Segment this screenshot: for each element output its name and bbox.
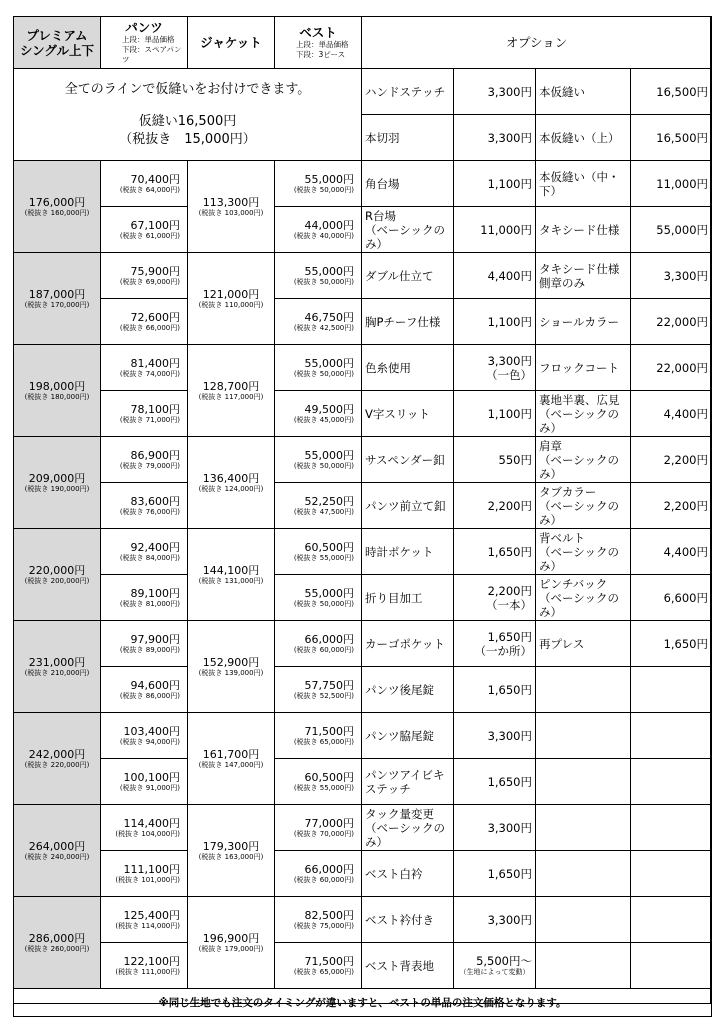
pants-price-ex-tax: (税抜き 89,000円): [119, 645, 180, 654]
jacket-price: [188, 621, 275, 713]
option-name: カーゴポケット: [362, 621, 454, 667]
option-price: 16,500円: [631, 115, 712, 161]
option-price: 11,000円: [631, 161, 712, 207]
pants-price: [101, 529, 188, 575]
tier-row: [14, 575, 712, 621]
header-vest: [275, 17, 362, 69]
suit-price-amount: 187,000円: [28, 287, 86, 301]
vest-price: [275, 851, 362, 897]
vest-price-amount: 66,000円: [304, 862, 354, 876]
header-options: [362, 17, 712, 69]
option-name: ピンチバック （ベーシックのみ）: [536, 575, 631, 621]
option-name: 本仮縫い（上）: [536, 115, 631, 161]
option-price: 3,300円: [454, 69, 536, 115]
jacket-price-ex-tax: (税抜き 124,000円): [198, 484, 264, 493]
header-premium: [14, 17, 101, 69]
option-price: [631, 713, 712, 759]
tier-row: [14, 345, 712, 391]
suit-price-ex-tax: (税抜き 220,000円): [24, 760, 90, 769]
header-vest-label: ベスト: [299, 25, 337, 40]
option-price: 1,650円: [454, 851, 536, 897]
pants-price: [101, 253, 188, 299]
option-price: 4,400円: [631, 529, 712, 575]
pants-price-amount: 67,100円: [130, 218, 180, 232]
option-price: 1,650円: [454, 667, 536, 713]
option-price: [631, 851, 712, 897]
pants-price-ex-tax: (税抜き 91,000円): [119, 783, 180, 792]
option-price: 1,650円: [631, 621, 712, 667]
option-price: [631, 667, 712, 713]
tier-row: [14, 943, 712, 989]
suit-price: [14, 897, 101, 989]
option-price: [631, 943, 712, 989]
vest-price: [275, 161, 362, 207]
vest-price: [275, 713, 362, 759]
vest-price-ex-tax: (税抜き 52,500円): [293, 691, 354, 700]
jacket-price: [188, 805, 275, 897]
suit-price-amount: 242,000円: [28, 747, 86, 761]
jacket-price-ex-tax: (税抜き 139,000円): [198, 668, 264, 677]
suit-price-ex-tax: (税抜き 160,000円): [24, 208, 90, 217]
pants-price-amount: 94,600円: [130, 678, 180, 692]
suit-price-amount: 231,000円: [28, 655, 86, 669]
option-name: 胸Pチーフ仕様: [362, 299, 454, 345]
vest-price-amount: 52,250円: [304, 494, 354, 508]
jacket-price-amount: 161,700円: [202, 747, 260, 761]
vest-price-ex-tax: (税抜き 60,000円): [293, 645, 354, 654]
vest-price: [275, 529, 362, 575]
pants-price: [101, 713, 188, 759]
vest-price-ex-tax: (税抜き 55,000円): [293, 553, 354, 562]
pants-price: [101, 851, 188, 897]
header-pants-label: パンツ: [125, 20, 163, 35]
jacket-price-ex-tax: (税抜き 131,000円): [198, 576, 264, 585]
pants-price: [101, 345, 188, 391]
option-price: 3,300円: [454, 897, 536, 943]
suit-price-amount: 264,000円: [28, 839, 86, 853]
pants-price-ex-tax: (税抜き 84,000円): [119, 553, 180, 562]
jacket-price: [188, 437, 275, 529]
vest-price-ex-tax: (税抜き 40,000円): [293, 231, 354, 240]
vest-price: [275, 759, 362, 805]
tier-row: [14, 161, 712, 207]
vest-price-amount: 55,000円: [304, 172, 354, 186]
basting-note: 全てのラインで仮縫いをお付けできます。: [64, 81, 311, 97]
option-price: [631, 759, 712, 805]
tier-row: [14, 299, 712, 345]
pants-price-ex-tax: (税抜き 111,000円): [115, 967, 180, 976]
vest-price-ex-tax: (税抜き 50,000円): [293, 369, 354, 378]
option-price-amount: 5,500円～: [476, 954, 532, 968]
jacket-price-amount: 144,100円: [202, 563, 260, 577]
pants-price-amount: 125,400円: [123, 908, 180, 922]
pants-price-amount: 89,100円: [130, 586, 180, 600]
option-name: サスペンダー釦: [362, 437, 454, 483]
pants-price-amount: 122,100円: [123, 954, 180, 968]
pants-price: [101, 943, 188, 989]
pants-price-ex-tax: (税抜き 69,000円): [119, 277, 180, 286]
suit-price-amount: 176,000円: [28, 195, 86, 209]
jacket-price-amount: 113,300円: [202, 195, 260, 209]
jacket-price-amount: 121,000円: [202, 287, 260, 301]
vest-price-amount: 66,000円: [304, 632, 354, 646]
option-price: 22,000円: [631, 299, 712, 345]
vest-price: [275, 207, 362, 253]
option-name: 再プレス: [536, 621, 631, 667]
header-premium-label: プレミアム シングル上下: [19, 27, 95, 58]
jacket-price-amount: 196,900円: [202, 931, 260, 945]
option-price: 3,300円: [631, 253, 712, 299]
option-price: 4,400円: [631, 391, 712, 437]
option-price: 3,300円 （一色）: [454, 345, 536, 391]
option-price: 55,000円: [631, 207, 712, 253]
pants-price-amount: 78,100円: [130, 402, 180, 416]
suit-price: [14, 805, 101, 897]
option-name: [536, 943, 631, 989]
vest-price: [275, 253, 362, 299]
vest-price-ex-tax: (税抜き 50,000円): [293, 185, 354, 194]
vest-price-amount: 57,750円: [304, 678, 354, 692]
vest-price: [275, 805, 362, 851]
tier-row: [14, 391, 712, 437]
pants-price-ex-tax: (税抜き 94,000円): [119, 737, 180, 746]
pants-price-amount: 86,900円: [130, 448, 180, 462]
jacket-price-ex-tax: (税抜き 110,000円): [198, 300, 264, 309]
basting-info: [14, 69, 362, 161]
pants-price: [101, 575, 188, 621]
option-name: 本切羽: [362, 115, 454, 161]
option-price: [631, 897, 712, 943]
option-price: 16,500円: [631, 69, 712, 115]
suit-price-ex-tax: (税抜き 200,000円): [24, 576, 90, 585]
pants-price: [101, 897, 188, 943]
pants-price-ex-tax: (税抜き 64,000円): [119, 185, 180, 194]
vest-price: [275, 667, 362, 713]
suit-price-ex-tax: (税抜き 180,000円): [24, 392, 90, 401]
suit-price: [14, 529, 101, 621]
vest-price-ex-tax: (税抜き 50,000円): [293, 461, 354, 470]
pants-price: [101, 667, 188, 713]
jacket-price-ex-tax: (税抜き 117,000円): [198, 392, 264, 401]
footer-note: ※同じ生地でも注文のタイミングが違いますと、ベストの単品の注文価格となります。: [14, 989, 712, 1017]
vest-price-ex-tax: (税抜き 70,000円): [293, 829, 354, 838]
jacket-price-ex-tax: (税抜き 163,000円): [198, 852, 264, 861]
option-price: 1,100円: [454, 391, 536, 437]
option-price: 1,650円 （一か所）: [454, 621, 536, 667]
suit-price: [14, 161, 101, 253]
pants-price-amount: 97,900円: [130, 632, 180, 646]
tier-row: [14, 713, 712, 759]
jacket-price: [188, 529, 275, 621]
vest-price-ex-tax: (税抜き 75,000円): [293, 921, 354, 930]
option-price: 1,650円: [454, 759, 536, 805]
option-name: 本仮縫い: [536, 69, 631, 115]
suit-price: [14, 345, 101, 437]
pants-price: [101, 483, 188, 529]
option-price: 1,650円: [454, 529, 536, 575]
option-name: 裏地半裏、広見 （ベーシックのみ）: [536, 391, 631, 437]
pants-price: [101, 391, 188, 437]
pants-price-ex-tax: (税抜き 66,000円): [119, 323, 180, 332]
vest-price: [275, 299, 362, 345]
pants-price-amount: 81,400円: [130, 356, 180, 370]
footer-row: [14, 989, 712, 1017]
tier-row: [14, 851, 712, 897]
option-price: 2,200円: [631, 483, 712, 529]
suit-price: [14, 621, 101, 713]
option-name: 背ベルト （ベーシックのみ）: [536, 529, 631, 575]
option-name: 色糸使用: [362, 345, 454, 391]
pants-price-ex-tax: (税抜き 104,000円): [115, 829, 180, 838]
pants-price: [101, 621, 188, 667]
vest-price-ex-tax: (税抜き 50,000円): [293, 277, 354, 286]
header-jacket-label: ジャケット: [200, 35, 262, 50]
price-table: [13, 16, 712, 1017]
pants-price-ex-tax: (税抜き 61,000円): [119, 231, 180, 240]
option-price: 2,200円: [454, 483, 536, 529]
tier-row: [14, 667, 712, 713]
vest-price-ex-tax: (税抜き 60,000円): [293, 875, 354, 884]
pants-price-ex-tax: (税抜き 86,000円): [119, 691, 180, 700]
option-name: ハンドステッチ: [362, 69, 454, 115]
tier-row: [14, 483, 712, 529]
tier-row: [14, 897, 712, 943]
pants-price-amount: 103,400円: [123, 724, 180, 738]
vest-price-amount: 77,000円: [304, 816, 354, 830]
option-name: [536, 759, 631, 805]
tier-row: [14, 621, 712, 667]
intro-row-1: [14, 69, 712, 115]
jacket-price-amount: 179,300円: [202, 839, 260, 853]
option-name: パンツ後尾錠: [362, 667, 454, 713]
basting-price: 仮縫い16,500円: [138, 113, 237, 129]
pants-price-amount: 92,400円: [130, 540, 180, 554]
pants-price-ex-tax: (税抜き 101,000円): [115, 875, 180, 884]
pants-price-ex-tax: (税抜き 114,000円): [115, 921, 180, 930]
vest-price-amount: 60,500円: [304, 540, 354, 554]
option-price: 1,100円: [454, 161, 536, 207]
option-name: ダブル仕立て: [362, 253, 454, 299]
vest-price-amount: 49,500円: [304, 402, 354, 416]
vest-price-ex-tax: (税抜き 65,000円): [293, 737, 354, 746]
pants-price: [101, 207, 188, 253]
pants-price-amount: 83,600円: [130, 494, 180, 508]
option-name: ベスト衿付き: [362, 897, 454, 943]
vest-price: [275, 391, 362, 437]
vest-price: [275, 621, 362, 667]
option-name: ベスト白衿: [362, 851, 454, 897]
option-name: [536, 667, 631, 713]
tier-row: [14, 437, 712, 483]
header-row: [14, 17, 712, 69]
option-name: 角台場: [362, 161, 454, 207]
suit-price-amount: 220,000円: [28, 563, 86, 577]
option-price: 3,300円: [454, 713, 536, 759]
option-name: ショールカラー: [536, 299, 631, 345]
pants-price-amount: 114,400円: [123, 816, 180, 830]
pants-price: [101, 299, 188, 345]
jacket-price: [188, 161, 275, 253]
option-price: 550円: [454, 437, 536, 483]
pants-price-ex-tax: (税抜き 71,000円): [119, 415, 180, 424]
vest-price-amount: 82,500円: [304, 908, 354, 922]
vest-price-ex-tax: (税抜き 47,500円): [293, 507, 354, 516]
vest-price-amount: 55,000円: [304, 356, 354, 370]
option-name: R台場 （ベーシックのみ）: [362, 207, 454, 253]
vest-price-amount: 55,000円: [304, 448, 354, 462]
option-name: [536, 897, 631, 943]
option-price: 1,100円: [454, 299, 536, 345]
jacket-price-amount: 152,900円: [202, 655, 260, 669]
suit-price-amount: 198,000円: [28, 379, 86, 393]
suit-price: [14, 713, 101, 805]
jacket-price-ex-tax: (税抜き 179,000円): [198, 944, 264, 953]
option-price: 6,600円: [631, 575, 712, 621]
vest-price-ex-tax: (税抜き 42,500円): [293, 323, 354, 332]
pants-price-ex-tax: (税抜き 74,000円): [119, 369, 180, 378]
header-options-label: オプション: [505, 35, 568, 50]
vest-price: [275, 897, 362, 943]
pants-price-amount: 70,400円: [130, 172, 180, 186]
option-name: 肩章 （ベーシックのみ）: [536, 437, 631, 483]
vest-price-amount: 55,000円: [304, 586, 354, 600]
tier-row: [14, 207, 712, 253]
tier-row: [14, 529, 712, 575]
vest-price: [275, 345, 362, 391]
option-price: 4,400円: [454, 253, 536, 299]
header-pants: [101, 17, 188, 69]
vest-price: [275, 437, 362, 483]
suit-price-amount: 209,000円: [28, 471, 86, 485]
option-price: [631, 805, 712, 851]
vest-price-ex-tax: (税抜き 50,000円): [293, 599, 354, 608]
vest-price-amount: 44,000円: [304, 218, 354, 232]
option-name: [536, 805, 631, 851]
option-price: 2,200円 （一本）: [454, 575, 536, 621]
pants-price: [101, 759, 188, 805]
header-vest-note: 上段：単品価格 下段：3ピース: [296, 40, 349, 59]
tier-row: [14, 805, 712, 851]
vest-price-amount: 55,000円: [304, 264, 354, 278]
option-name: [536, 851, 631, 897]
option-name: タック量変更 （ベーシックのみ）: [362, 805, 454, 851]
vest-price-amount: 71,500円: [304, 954, 354, 968]
option-name: 時計ポケット: [362, 529, 454, 575]
suit-price-ex-tax: (税抜き 170,000円): [24, 300, 90, 309]
vest-price-amount: 60,500円: [304, 770, 354, 784]
pants-price-ex-tax: (税抜き 76,000円): [119, 507, 180, 516]
option-name: パンツ前立て釦: [362, 483, 454, 529]
suit-price-amount: 286,000円: [28, 931, 86, 945]
vest-price: [275, 575, 362, 621]
jacket-price: [188, 713, 275, 805]
option-price: 22,000円: [631, 345, 712, 391]
vest-price-amount: 46,750円: [304, 310, 354, 324]
header-jacket: [188, 17, 275, 69]
vest-price-ex-tax: (税抜き 55,000円): [293, 783, 354, 792]
vest-price-amount: 71,500円: [304, 724, 354, 738]
suit-price-ex-tax: (税抜き 210,000円): [24, 668, 90, 677]
jacket-price: [188, 253, 275, 345]
option-name: 折り目加工: [362, 575, 454, 621]
option-price: 3,300円: [454, 115, 536, 161]
pants-price: [101, 805, 188, 851]
suit-price-ex-tax: (税抜き 260,000円): [24, 944, 90, 953]
option-price: 2,200円: [631, 437, 712, 483]
option-name: タブカラー （ベーシックのみ）: [536, 483, 631, 529]
pants-price-ex-tax: (税抜き 81,000円): [119, 599, 180, 608]
pants-price: [101, 437, 188, 483]
pants-price-amount: 111,100円: [123, 862, 180, 876]
pants-price-amount: 100,100円: [123, 770, 180, 784]
basting-price-ex-tax: （税抜き 15,000円）: [119, 131, 256, 147]
suit-price: [14, 437, 101, 529]
option-name: V字スリット: [362, 391, 454, 437]
option-price: 11,000円: [454, 207, 536, 253]
jacket-price-amount: 128,700円: [202, 379, 260, 393]
option-name: タキシード仕様 側章のみ: [536, 253, 631, 299]
vest-price-ex-tax: (税抜き 65,000円): [293, 967, 354, 976]
pants-price-amount: 75,900円: [130, 264, 180, 278]
jacket-price-amount: 136,400円: [202, 471, 260, 485]
header-pants-note: 上段：単品価格 下段：スペアパンツ: [122, 35, 182, 64]
jacket-price: [188, 345, 275, 437]
option-price-note: （生地によって変動）: [459, 968, 530, 976]
suit-price-ex-tax: (税抜き 190,000円): [24, 484, 90, 493]
jacket-price-ex-tax: (税抜き 147,000円): [198, 760, 264, 769]
option-name: パンツアイビキ ステッチ: [362, 759, 454, 805]
suit-price: [14, 253, 101, 345]
vest-price: [275, 483, 362, 529]
tier-row: [14, 759, 712, 805]
option-price: 3,300円: [454, 805, 536, 851]
option-price: [454, 943, 536, 989]
pants-price-ex-tax: (税抜き 79,000円): [119, 461, 180, 470]
option-name: ベスト背表地: [362, 943, 454, 989]
vest-price-ex-tax: (税抜き 45,000円): [293, 415, 354, 424]
tier-row: [14, 253, 712, 299]
option-name: 本仮縫い（中・ 下）: [536, 161, 631, 207]
pants-price: [101, 161, 188, 207]
jacket-price-ex-tax: (税抜き 103,000円): [198, 208, 264, 217]
option-name: フロックコート: [536, 345, 631, 391]
jacket-price: [188, 897, 275, 989]
option-name: パンツ脇尾錠: [362, 713, 454, 759]
suit-price-ex-tax: (税抜き 240,000円): [24, 852, 90, 861]
pants-price-amount: 72,600円: [130, 310, 180, 324]
vest-price: [275, 943, 362, 989]
option-name: タキシード仕様: [536, 207, 631, 253]
option-name: [536, 713, 631, 759]
